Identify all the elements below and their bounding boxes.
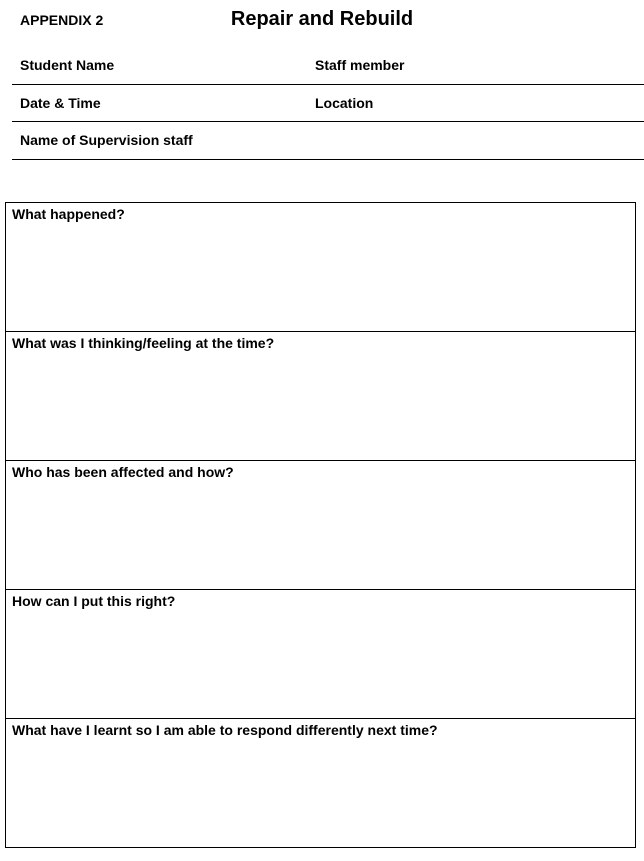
section-label: What happened? — [12, 206, 125, 222]
section-label: What have I learnt so I am able to respond differently next time? — [12, 722, 438, 738]
section-learnt[interactable] — [6, 719, 635, 847]
appendix-label: APPENDIX 2 — [20, 12, 104, 28]
section-thinking-feeling[interactable] — [6, 332, 635, 461]
section-who-affected[interactable] — [6, 461, 635, 590]
section-label: Who has been affected and how? — [12, 464, 234, 480]
date-time-field[interactable]: Date & Time — [20, 95, 101, 111]
section-label: How can I put this right? — [12, 593, 176, 609]
staff-member-field[interactable]: Staff member — [315, 57, 405, 73]
section-what-happened[interactable] — [6, 203, 635, 332]
location-field[interactable]: Location — [315, 95, 374, 111]
date-location-row — [12, 85, 644, 122]
section-put-right[interactable] — [6, 590, 635, 719]
section-label: What was I thinking/feeling at the time? — [12, 335, 275, 351]
student-staff-row — [12, 52, 644, 85]
supervision-staff-field[interactable]: Name of Supervision staff — [20, 132, 193, 148]
reflection-table — [5, 202, 636, 848]
page-title: Repair and Rebuild — [230, 8, 414, 30]
supervision-row — [12, 122, 644, 160]
student-name-field[interactable]: Student Name — [20, 57, 115, 73]
